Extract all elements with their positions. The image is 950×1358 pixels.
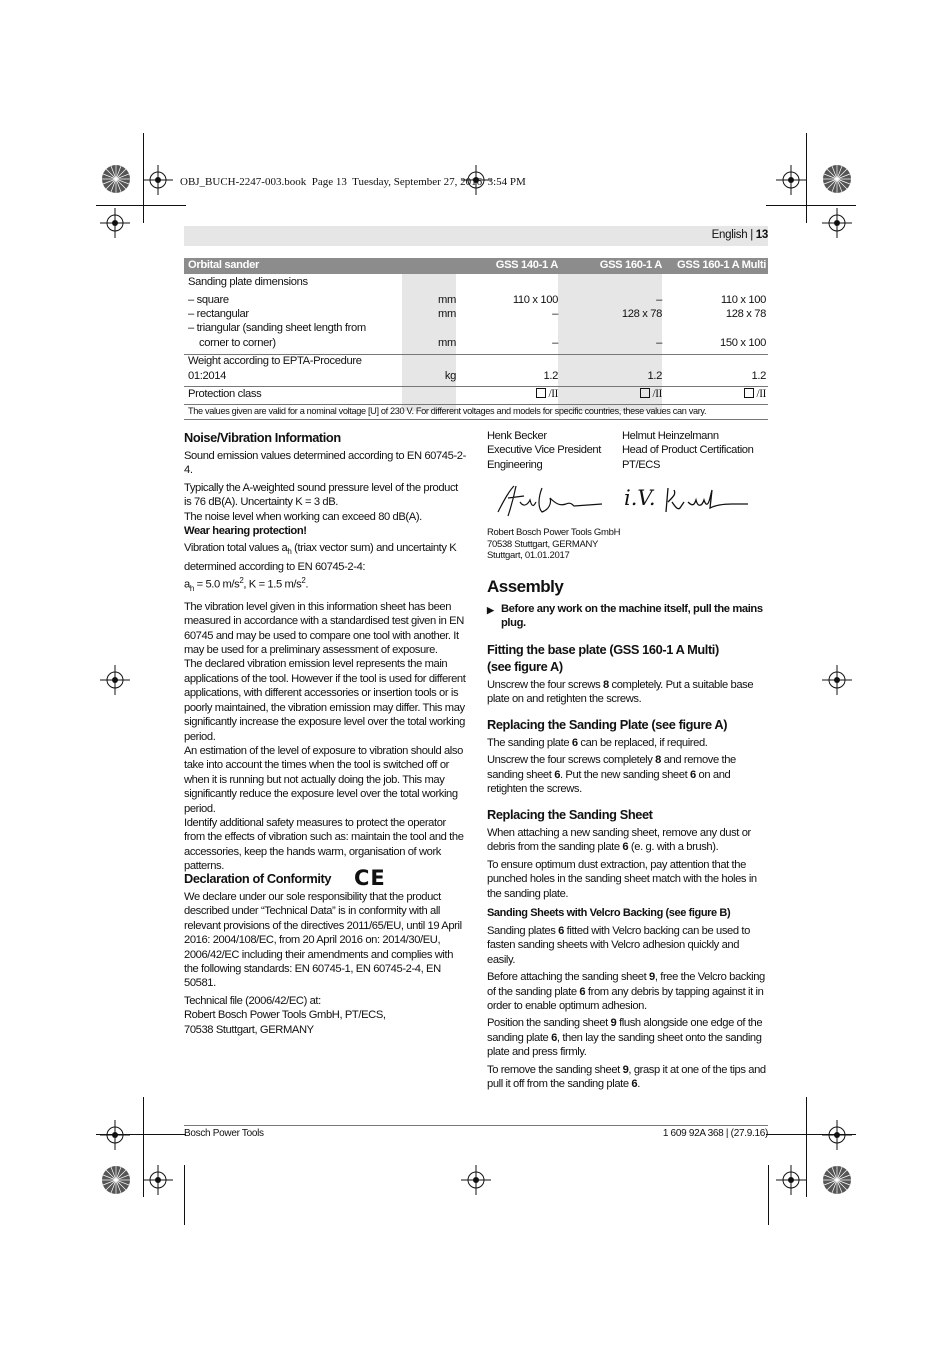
registration-target-icon: [461, 1165, 491, 1195]
header-language: English: [711, 229, 748, 241]
table-header-cell: GSS 140-1 A: [495, 259, 558, 271]
section-title-replace-plate: Replacing the Sanding Plate (see figure A): [487, 717, 728, 732]
registration-target-icon: [822, 665, 852, 695]
signatory-heinzelmann: Helmut Heinzelmann Head of Product Certification PT/ECS: [622, 430, 754, 471]
signatory-becker: Henk Becker Executive Vice President Engineering: [487, 430, 601, 471]
signature-becker-icon: [490, 482, 610, 520]
registration-target-icon: [100, 665, 130, 695]
running-header: [184, 226, 768, 246]
section-title-replace-sheet: Replacing the Sanding Sheet: [487, 807, 653, 822]
section-title-conformity: Declaration of Conformity: [184, 871, 332, 886]
registration-target-icon: [822, 1120, 852, 1150]
conformity-text: We declare under our sole responsibility that the product described under “Technical Data” is in conformity with all relevant provisions of the directives 2011/65/EU, until 19 April 2016: 2004/108/EC, from 20 April 2016 on: 2014/30/EU, 2006/42/EC including their amendments and complies with the following standards: EN 60745-1, EN 60745-2-4, EN 50581. Technical file (2006/42/EC) at: Robert Bosch Power Tools GmbH, PT/ECS, 70538 Stuttgart, GERMANY: [184, 891, 462, 1036]
company-address: Robert Bosch Power Tools GmbH 70538 Stuttgart, GERMANY Stuttgart, 01.01.2017: [487, 527, 621, 561]
registration-wheel-icon: [101, 1165, 131, 1195]
assembly-warning: ▶ Before any work on the machine itself, pull the mains plug.: [487, 603, 763, 630]
registration-wheel-icon: [822, 1165, 852, 1195]
registration-wheel-icon: [822, 164, 852, 194]
section-title-assembly: Assembly: [487, 577, 564, 596]
section-title-fitting: Fitting the base plate (GSS 160-1 A Multi) (see figure A): [487, 642, 719, 674]
registration-target-icon: [100, 1120, 130, 1150]
replace-sheet-text: When attaching a new sanding sheet, remove any dust or debris from the sanding plate 6 (e. g. with a brush). To ensure optimum dust extraction, pay attention that the punched holes in the sanding sheet match with the holes in the sanding plate.: [487, 827, 757, 900]
protection-class-icon: [640, 388, 650, 398]
protection-class-icon: [744, 388, 754, 398]
registration-target-icon: [100, 208, 130, 238]
table-header-cell: GSS 160-1 A Multi: [677, 259, 766, 271]
subsection-title-velcro: Sanding Sheets with Velcro Backing (see figure B): [487, 907, 731, 919]
replace-plate-text: The sanding plate 6 can be replaced, if required. Unscrew the four screws completely 8 and remove the sanding sheet 6. Put the new sanding sheet 6 on and retighten the screws.: [487, 737, 736, 796]
signature-prefix: i.V.: [624, 486, 656, 510]
signature-heinzelmann-icon: [662, 484, 752, 516]
registration-target-icon: [776, 165, 806, 195]
registration-target-icon: [143, 1165, 173, 1195]
velcro-text: Sanding plates 6 fitted with Velcro backing can be used to fasten sanding sheets with Velcro adhesion quickly and easily. Before attaching the sanding sheet 9, free the Velcro backing of the sanding plate 6 from any debris by tapping against it in order to enable optimum adhesion. Position the sanding sheet 9 flush alongside one edge of the sanding plate 6, then lay the sanding sheet onto the sanding plate and press firmly. To remove the sanding sheet 9, grasp it at one of the tips and pull it off from the sanding plate 6.: [487, 925, 766, 1091]
hearing-warning: Wear hearing protection!: [184, 525, 307, 538]
page-number: 13: [755, 229, 768, 241]
fitting-text: Unscrew the four screws 8 completely. Put a suitable base plate on and retighten the screws.: [487, 679, 754, 706]
table-header-cell: GSS 160-1 A: [599, 259, 662, 271]
footer-doc-number: 1 609 92A 368 | (27.9.16): [662, 1128, 768, 1139]
protection-class-icon: [536, 388, 546, 398]
header-separator: |: [750, 229, 753, 241]
triangle-bullet-icon: ▶: [487, 605, 494, 615]
registration-target-icon: [776, 1165, 806, 1195]
registration-wheel-icon: [101, 164, 131, 194]
registration-target-icon: [143, 165, 173, 195]
table-header-row: [184, 258, 768, 274]
section-title-noise: Noise/Vibration Information: [184, 430, 341, 445]
ce-mark-icon: CE: [354, 866, 386, 890]
registration-target-icon: [822, 208, 852, 238]
footer-brand: Bosch Power Tools: [184, 1128, 264, 1139]
print-slug: OBJ_BUCH-2247-003.book Page 13 Tuesday, September 27, 2016 3:54 PM: [180, 176, 526, 188]
footer-rule: [184, 1125, 768, 1126]
table-header-cell: Orbital sander: [188, 259, 259, 271]
table-footnote: The values given are valid for a nominal voltage [U] of 230 V. For different voltages and models for specific countries, these values can vary.: [188, 406, 707, 416]
table-group-label: Sanding plate dimensions: [188, 276, 308, 288]
noise-text: Sound emission values determined according to EN 60745-2-4. Typically the A-weighted sound pressure level of the product is 76 dB(A). Uncertainty K = 3 dB. The noise level when working can exceed 80 dB(A). Wear hearing protection! Vibration total values $a_h$ (triax vector sum) and uncertainty K determined according to EN 60745-2-4: $a_h = 5.0$ $m/s^2$, K = 1.5 $m/s^2$. The vibration level given in this information sheet has been measured in accordance with a standardised test given in EN 60745 and may be used to compare one tool with another. It may be used for a preliminary assessment of exposure. The declared vibration emission level represents the main applications of the tool. However if the tool is used for different applications, with different accessories or insertion tools or is poorly maintained, the vibration emission may differ. This may significantly increase the exposure level over the total working period. An estimation of the level of exposure to vibration should also take into account the times when the tool is switched off or when it is running but not actually doing the job. This may significantly reduce the exposure level over the total working period. Identify additional safety measures to protect the operator from the effects of vibration such as: maintain the tool and the accessories, keep the hands warm, organisation of work patterns.: [184, 450, 466, 873]
running-header-text: [712, 229, 768, 241]
